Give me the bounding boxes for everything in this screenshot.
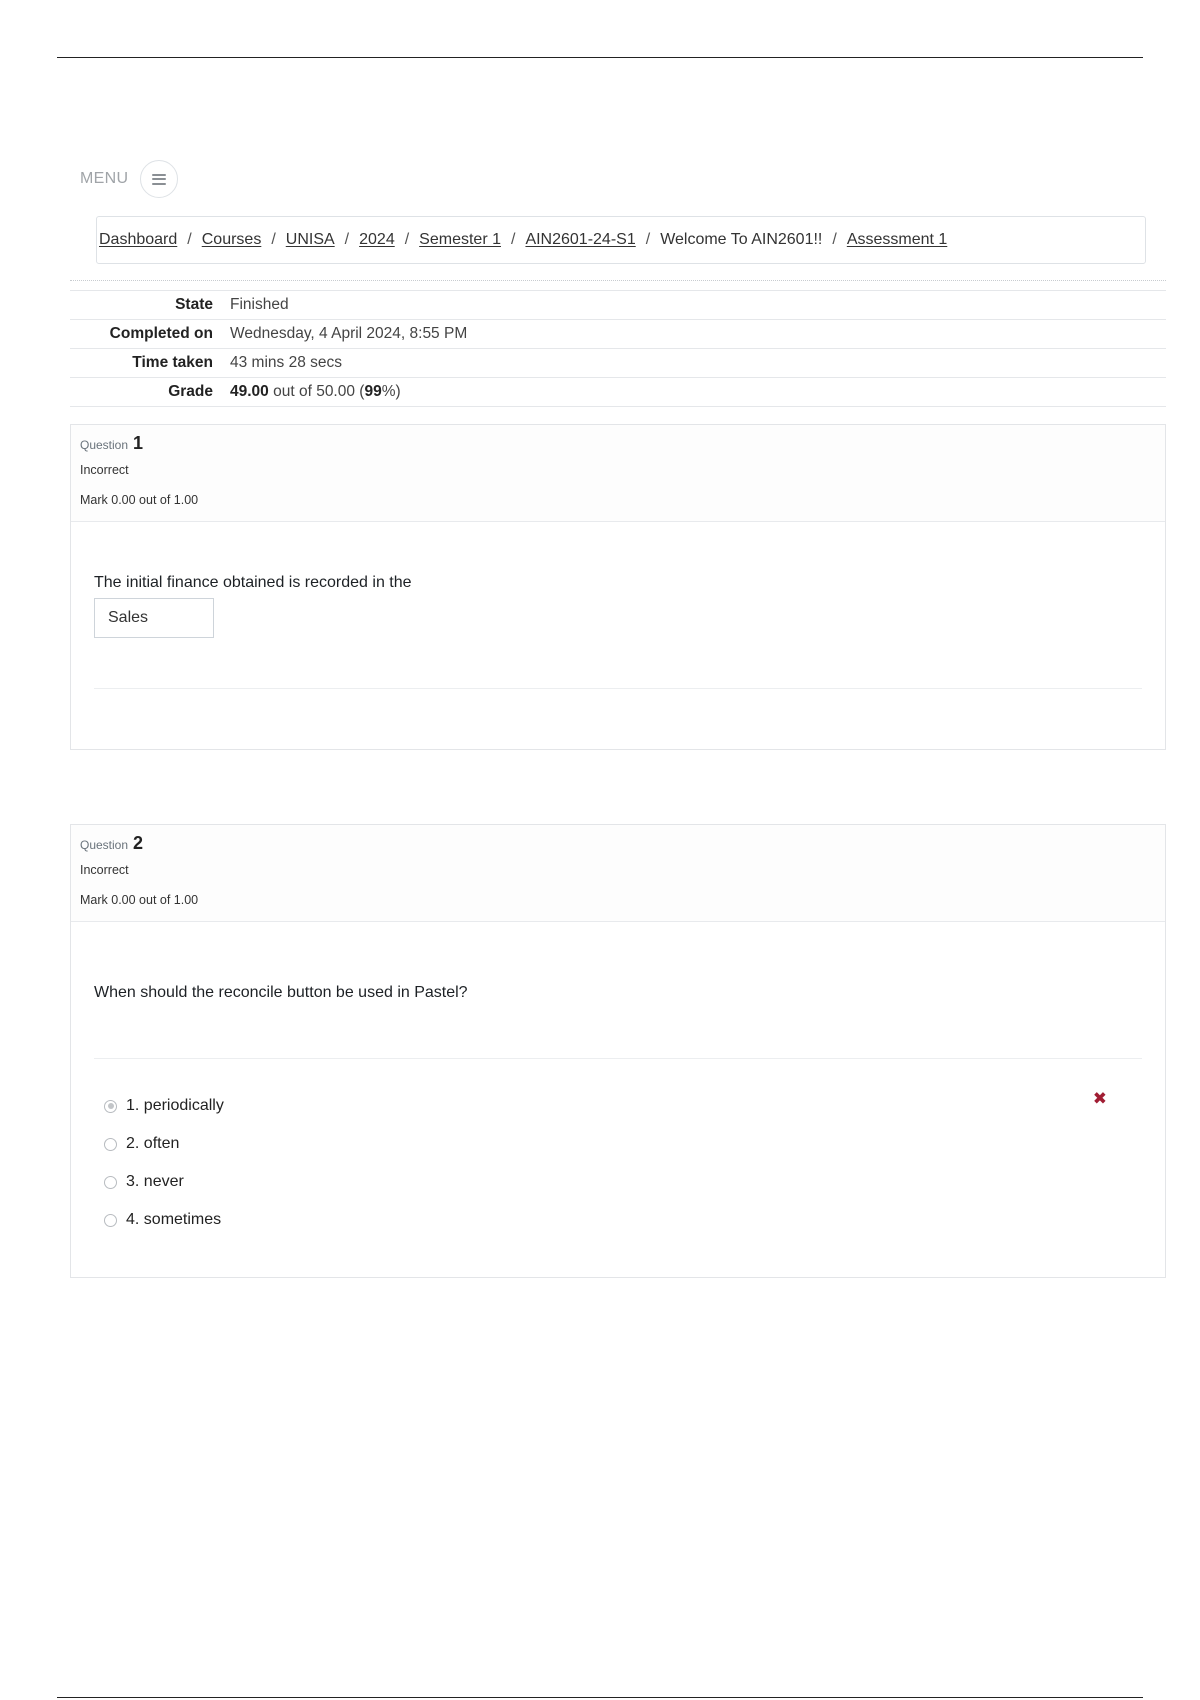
breadcrumb-separator: / — [645, 231, 651, 248]
answer-field[interactable]: Sales — [94, 598, 214, 638]
summary-row-time — [70, 349, 1166, 378]
option-label: 2. often — [126, 1135, 180, 1152]
summary-row-state — [70, 290, 1166, 320]
question-number: 1 — [133, 433, 144, 453]
page-bottom-rule — [57, 1697, 1143, 1698]
option-label: 4. sometimes — [126, 1211, 222, 1228]
breadcrumb-dashboard[interactable]: Dashboard — [99, 231, 178, 248]
breadcrumb-separator: / — [187, 231, 192, 248]
page-top-rule — [57, 57, 1143, 58]
breadcrumb-assessment[interactable]: Assessment 1 — [846, 231, 948, 248]
option-label: 1. periodically — [126, 1097, 224, 1114]
question-content — [71, 984, 1165, 1239]
breadcrumb-separator: / — [404, 231, 410, 248]
question-mark: Mark 0.00 out of 1.00 — [80, 893, 199, 907]
breadcrumb-separator: / — [271, 231, 276, 248]
question-prefix: Question — [80, 838, 129, 852]
breadcrumb-separator: / — [832, 231, 837, 248]
grade-score: 49.00 — [230, 383, 269, 400]
summary-value: Wednesday, 4 April 2024, 8:55 PM — [230, 325, 468, 342]
radio-button-selected[interactable] — [104, 1100, 117, 1113]
breadcrumb-course[interactable]: AIN2601-24-S1 — [525, 231, 636, 248]
answer-option-3[interactable] — [94, 1163, 1142, 1201]
question-mark: Mark 0.00 out of 1.00 — [80, 493, 199, 507]
breadcrumb-unisa[interactable]: UNISA — [285, 231, 335, 248]
breadcrumb-semester[interactable]: Semester 1 — [419, 231, 501, 248]
question-card-1 — [70, 424, 1166, 750]
grade-value — [230, 383, 401, 401]
breadcrumb-courses[interactable]: Courses — [201, 231, 262, 248]
summary-row-grade — [70, 378, 1166, 407]
question-text: The initial finance obtained is recorded in the — [94, 574, 412, 591]
breadcrumb — [96, 216, 1146, 264]
menu-toggle[interactable] — [80, 160, 178, 198]
option-label: 3. never — [126, 1173, 184, 1190]
summary-value: 43 mins 28 secs — [230, 354, 342, 371]
grade-out-of: out of 50.00 ( — [273, 383, 365, 400]
incorrect-x-icon: ✖ — [1092, 1089, 1107, 1108]
breadcrumb-separator: / — [344, 231, 350, 248]
attempt-summary-table — [70, 290, 1166, 407]
question-title — [80, 833, 1156, 857]
summary-label: Time taken — [132, 354, 213, 371]
grade-suffix: %) — [381, 383, 401, 400]
question-text: When should the reconcile button be used in Pastel? — [94, 984, 468, 1001]
cropped-row-edge — [70, 280, 1166, 281]
question-content — [71, 574, 1165, 689]
question-divider — [94, 688, 1142, 689]
answer-option-4[interactable] — [94, 1201, 1142, 1239]
question-title — [80, 433, 1156, 457]
question-state: Incorrect — [80, 863, 129, 877]
question-state: Incorrect — [80, 463, 129, 477]
answer-options — [94, 1087, 1142, 1239]
breadcrumb-section: Welcome To AIN2601!! — [660, 231, 823, 248]
grade-percent: 99 — [364, 383, 382, 400]
menu-button[interactable] — [140, 160, 178, 198]
hamburger-icon — [152, 174, 166, 185]
summary-label: Grade — [168, 383, 213, 400]
radio-button[interactable] — [104, 1214, 117, 1227]
radio-button[interactable] — [104, 1176, 117, 1189]
breadcrumb-separator: / — [510, 231, 516, 248]
summary-row-completed — [70, 320, 1166, 349]
question-card-2 — [70, 824, 1166, 1278]
breadcrumb-year[interactable]: 2024 — [359, 231, 395, 248]
question-number: 2 — [133, 833, 144, 853]
question-divider — [94, 1058, 1142, 1059]
question-info — [71, 825, 1165, 922]
answer-option-2[interactable] — [94, 1125, 1142, 1163]
answer-option-1[interactable] — [94, 1087, 1142, 1125]
summary-label: Completed on — [109, 325, 213, 342]
menu-label: MENU — [80, 170, 129, 187]
question-prefix: Question — [80, 438, 129, 452]
radio-button[interactable] — [104, 1138, 117, 1151]
question-info — [71, 425, 1165, 522]
summary-label: State — [175, 296, 213, 313]
summary-value: Finished — [230, 296, 289, 313]
